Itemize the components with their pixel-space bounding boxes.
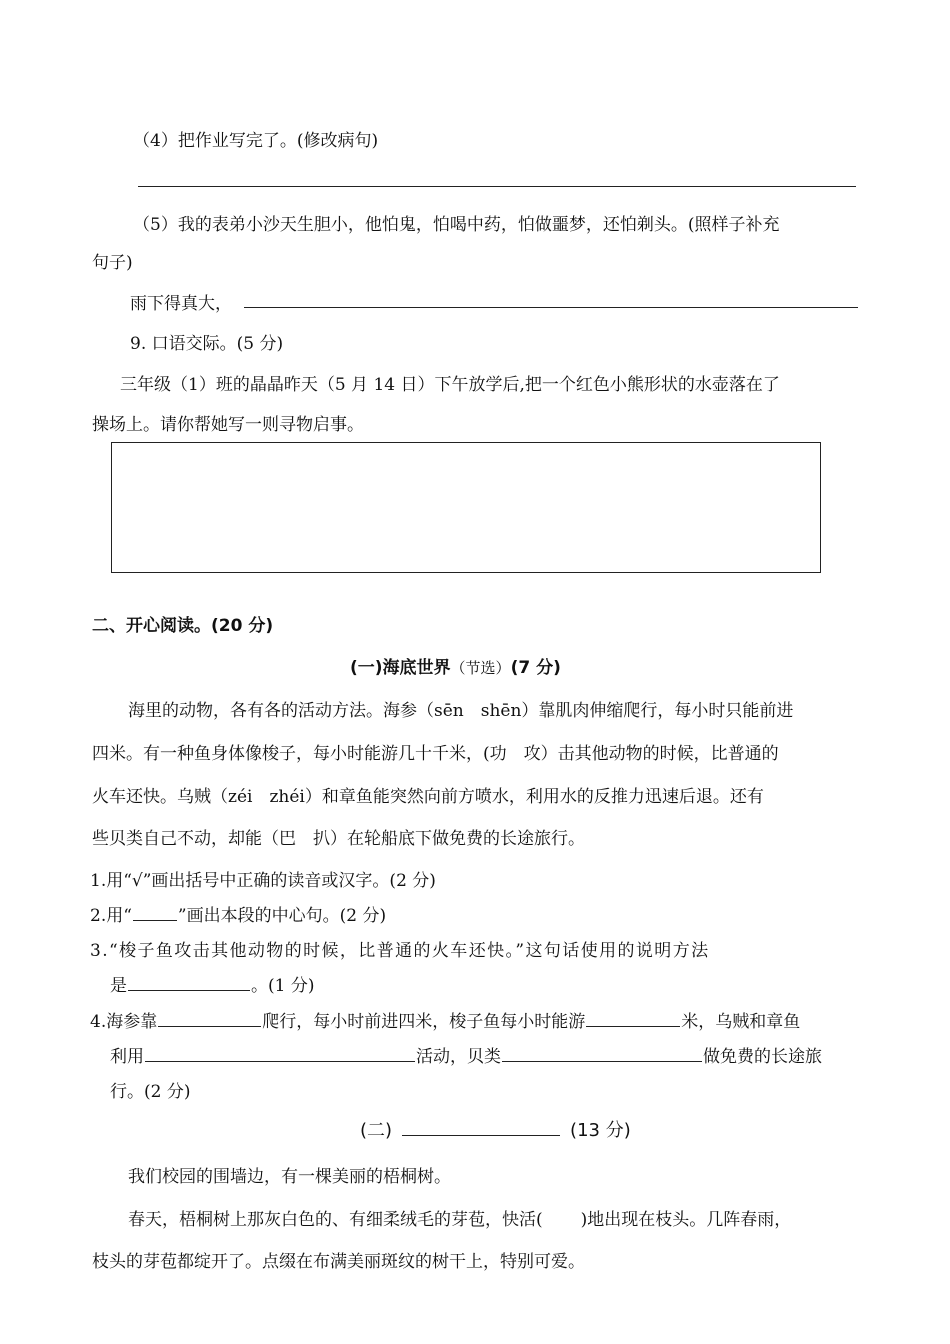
answer-blank-4c[interactable]	[145, 1044, 415, 1062]
reading-question-4-f: 做免费的长途旅	[703, 1047, 822, 1067]
question-9-line1: 三年级（1）班的晶晶昨天（5 月 14 日）下午放学后,把一个红色小熊形状的水壶落在了	[120, 375, 780, 395]
reading-question-4-d: 利用	[110, 1047, 144, 1067]
reading-question-4-c: 米，乌贼和章鱼	[681, 1012, 801, 1032]
passage-2-title	[360, 1116, 631, 1142]
passage-1-line2: 四米。有一种鱼身体像梭子，每小时能游几十千米，(功 攻）击其他动物的时候，比普通的	[92, 744, 779, 764]
reading-question-4-a: 4.海参靠	[90, 1012, 158, 1032]
question-8-4: （4）把作业写完了。(修改病句)	[133, 131, 379, 151]
passage-2-title-score: (13 分)	[570, 1120, 631, 1141]
passage-1-title-score: (7 分)	[510, 658, 561, 678]
section-2-title: 二、开心阅读。(20 分)	[92, 616, 274, 636]
answer-blank-3[interactable]	[128, 973, 250, 991]
question-9-title: 9. 口语交际。(5 分)	[130, 334, 284, 354]
reading-question-4-e: 活动，贝类	[416, 1047, 501, 1067]
reading-question-3-pre: 是	[110, 976, 127, 996]
reading-question-1: 1.用“√”画出括号中正确的读音或汉字。(2 分)	[90, 871, 436, 891]
underline-sample	[133, 903, 177, 921]
question-8-5-line2: 句子)	[92, 253, 133, 273]
passage-2-line2-a: 春天，梧桐树上那灰白色的、有细柔绒毛的芽苞，快活(	[128, 1210, 543, 1230]
passage-1-title-main: (一)海底世界	[350, 658, 451, 678]
reading-question-2-suffix: ”画出本段的中心句。(2 分)	[177, 906, 387, 926]
passage-2-title-pre: (二)	[360, 1120, 393, 1141]
passage-2-line2-b: )地出现在枝头。几阵春雨，	[580, 1210, 792, 1230]
answer-line-8-5[interactable]	[244, 307, 858, 308]
answer-blank-4a[interactable]	[158, 1009, 261, 1027]
question-8-5-line1: （5）我的表弟小沙天生胆小，他怕鬼，怕喝中药，怕做噩梦，还怕剃头。(照样子补充	[133, 215, 780, 235]
answer-blank-4d[interactable]	[502, 1044, 702, 1062]
reading-question-4-b: 爬行，每小时前进四米，梭子鱼每小时能游	[262, 1012, 586, 1032]
reading-question-3-line1: 3.“梭子鱼攻击其他动物的时候，比普通的火车还快。”这句话使用的说明方法	[90, 941, 710, 961]
reading-question-3-line2	[110, 971, 314, 996]
answer-blank-4b[interactable]	[586, 1009, 680, 1027]
reading-question-2-prefix: 2.用“	[90, 906, 132, 926]
passage-2-line3: 枝头的芽苞都绽开了。点缀在布满美丽斑纹的树干上，特别可爱。	[92, 1252, 585, 1272]
passage-1-title-note: （节选）	[450, 659, 511, 677]
answer-line-8-4[interactable]	[138, 186, 856, 187]
answer-box-9[interactable]	[111, 442, 821, 573]
passage-1-title	[350, 653, 561, 678]
question-8-5-prompt: 雨下得真大，	[130, 294, 232, 314]
reading-question-4-line3: 行。(2 分)	[110, 1082, 191, 1102]
reading-question-3-post: 。(1 分)	[251, 976, 315, 996]
passage-2-title-blank[interactable]	[402, 1117, 560, 1136]
reading-question-2	[90, 901, 386, 926]
passage-2-line1: 我们校园的围墙边，有一棵美丽的梧桐树。	[128, 1167, 451, 1187]
question-9-line2: 操场上。请你帮她写一则寻物启事。	[92, 415, 364, 435]
passage-1-line3: 火车还快。乌贼（zéi zhéi）和章鱼能突然向前方喷水，利用水的反推力迅速后退。还有	[92, 787, 764, 807]
passage-1-line1: 海里的动物，各有各的活动方法。海参（sēn shēn）靠肌肉伸缩爬行，每小时只能前进	[128, 701, 794, 721]
passage-2-line2	[128, 1205, 791, 1230]
reading-question-4-line1	[90, 1007, 800, 1032]
reading-question-4-line2	[110, 1042, 822, 1067]
passage-1-line4: 些贝类自己不动，却能（巴 扒）在轮船底下做免费的长途旅行。	[92, 829, 585, 849]
